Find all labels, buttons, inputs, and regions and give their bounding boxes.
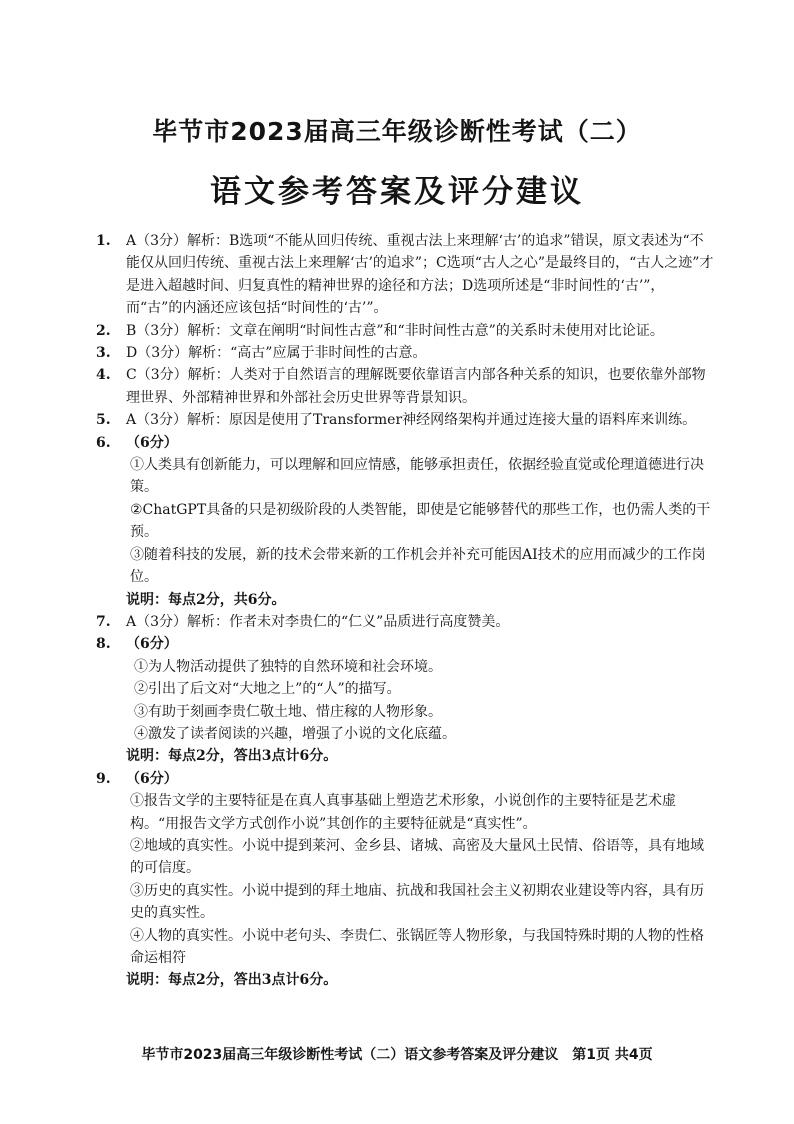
answer-point: ④激发了读者阅读的兴趣，增强了小说的文化底蕴。: [134, 725, 456, 742]
answer-item-6: [96, 432, 716, 611]
answer-list: [96, 230, 716, 992]
answer-point: ①报告文学的主要特征是在真人真事基础上塑造艺术形象，小说创作的主要特征是艺术虚构。“用报告文学方式创作小说”其创作的主要特征就是“真实性”。: [130, 793, 676, 832]
scoring-note: 说明：每点2分，共6分。: [126, 591, 286, 608]
answer-item-1: [96, 230, 716, 320]
answer-text: D（3分）解析：“高古”应属于非时间性的古意。: [126, 345, 427, 362]
answer-item-9: [96, 768, 716, 992]
scoring-note: 说明：每点2分，答出3点计6分。: [126, 972, 338, 989]
document-title: 毕节市2023届高三年级诊断性考试（二）: [152, 117, 642, 146]
score-heading: （6分）: [126, 636, 178, 653]
item-number: 4.: [96, 367, 111, 384]
answer-point: ④人物的真实性。小说中老句头、李贵仁、张锅匠等人物形象，与我国特殊时期的人物的性格命运相符: [130, 927, 704, 966]
item-number: 9.: [96, 770, 111, 787]
document-subtitle: 语文参考答案及评分建议: [210, 174, 584, 210]
answer-point: ③历史的真实性。小说中提到的拜土地庙、抗战和我国社会主义初期农业建设等内容，具有历史的真实性。: [130, 882, 704, 922]
answer-item-3: [96, 342, 716, 364]
answer-text: A（3分）解析：原因是使用了Transformer神经网络架构并通过连接大量的语料库来训练。: [126, 412, 697, 429]
item-number: 6.: [96, 434, 111, 451]
item-number: 8.: [96, 636, 111, 653]
score-heading: （6分）: [126, 434, 178, 451]
answer-point: ③有助于刻画李贵仁敬土地、惜庄稼的人物形象。: [134, 703, 442, 720]
answer-text: A（3分）解析：作者未对李贵仁的“仁义”品质进行高度赞美。: [126, 613, 510, 630]
answer-item-5: [96, 409, 716, 431]
answer-point: ③随着科技的发展，新的技术会带来新的工作机会并补充可能因AI技术的应用而减少的工作岗位。: [130, 546, 706, 586]
answer-point: ①为人物活动提供了独特的自然环境和社会环境。: [134, 658, 442, 675]
item-number: 2.: [96, 322, 111, 339]
answer-point: ①人类具有创新能力，可以理解和回应情感，能够承担责任，依据经验直觉或伦理道德进行决策。: [130, 457, 704, 496]
item-number: 7.: [96, 613, 111, 630]
answer-item-2: [96, 320, 716, 342]
answer-text: A（3分）解析：B选项“不能从回归传统、重视古法上来理解‘古’的追求”错误，原文表述为“不能仅从回归传统、重视古法上来理解‘古’的追求”；C选项“古人之心”是最终目的，“古人之迹”才是进入超越时间、归复真性的精神世界的途径和方法；D选项所述是“非时间性的‘古’”，而“古”的内涵还应该包括“时间性的‘古’”。: [126, 233, 714, 317]
answer-item-7: [96, 611, 716, 633]
answer-item-4: [96, 364, 716, 409]
answer-point: ②地域的真实性。小说中提到莱河、金乡县、诸城、高密及大量风土民情、俗语等，具有地域的可信度。: [130, 837, 704, 877]
page-footer: 毕节市2023届高三年级诊断性考试（二）语文参考答案及评分建议 第1页 共4页: [141, 1047, 653, 1063]
answer-point: ②引出了后文对“大地之上”的“人”的描写。: [134, 681, 401, 698]
answer-text: C（3分）解析：人类对于自然语言的理解既要依靠语言内部各种关系的知识，也要依靠外部物理世界、外部精神世界和外部社会历史世界等背景知识。: [126, 367, 706, 406]
item-number: 5.: [96, 412, 111, 429]
item-number: 3.: [96, 345, 111, 362]
answer-text: B（3分）解析：文章在阐明“时间性古意”和“非时间性古意”的关系时未使用对比论证。: [126, 322, 664, 339]
answer-item-8: [96, 633, 716, 767]
score-heading: （6分）: [126, 770, 178, 787]
item-number: 1.: [96, 233, 111, 249]
scoring-note: 说明：每点2分，答出3点计6分。: [126, 748, 338, 765]
answer-point: ②ChatGPT具备的只是初级阶段的人类智能，即使是它能够替代的那些工作，也仍需人类的干预。: [130, 501, 711, 541]
